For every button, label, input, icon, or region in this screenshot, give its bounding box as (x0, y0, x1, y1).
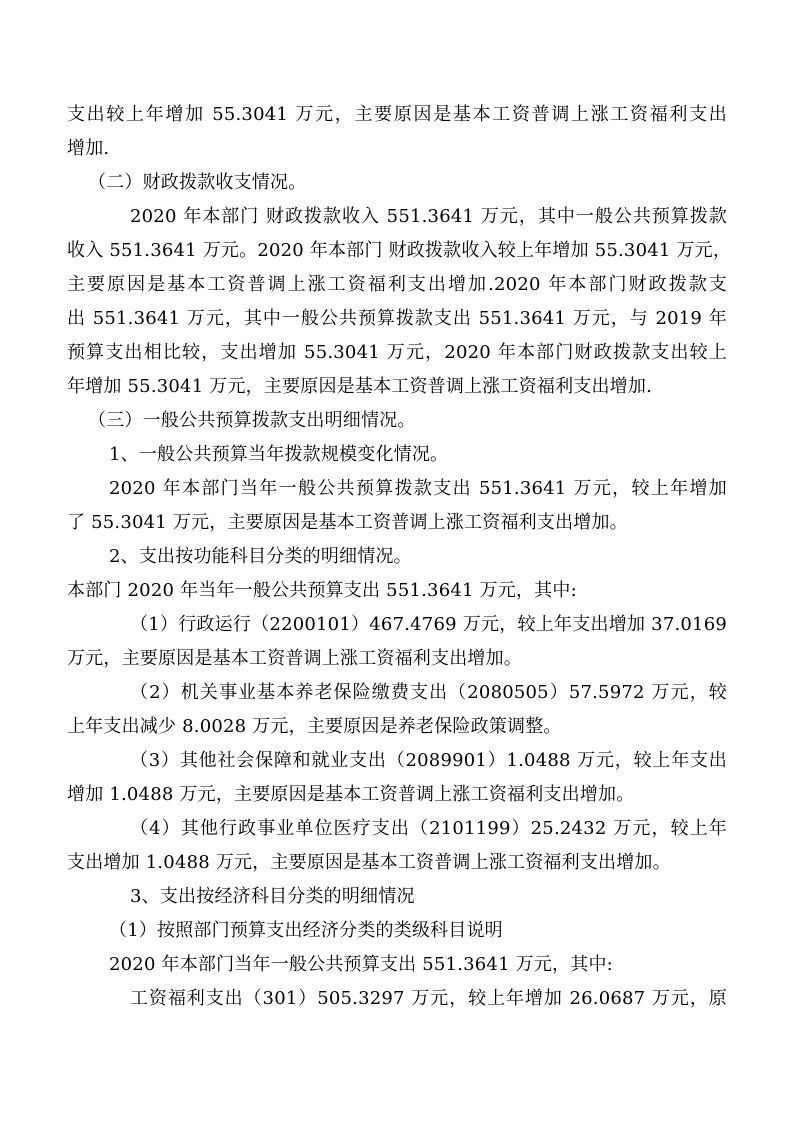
text-line: 年增加 55.3041 万元，主要原因是基本工资普调上涨工资福利支出增加. (67, 376, 652, 397)
section-heading: （二）财政拨款收支情况。 (88, 172, 307, 193)
text-line: 2020 年本部门当年一般公共预算拨款支出 551.3641 万元，较上年增加 (109, 478, 727, 499)
text-line: （3）其他社会保障和就业支出（2089901）1.0488 万元，较上年支出 (130, 750, 727, 771)
text-line: （4）其他行政事业单位医疗支出（2101199）25.2432 万元，较上年 (130, 818, 727, 839)
text-line: 支出较上年增加 55.3041 万元，主要原因是基本工资普调上涨工资福利支出 (67, 104, 727, 125)
text-line: 2020 年本部门当年一般公共预算支出 551.3641 万元，其中: (109, 954, 613, 975)
text-line: （1）行政运行（2200101）467.4769 万元，较上年支出增加 37.0169 (130, 614, 727, 635)
text-line: 2020 年本部门 财政拨款收入 551.3641 万元，其中一般公共预算拨款 (130, 206, 727, 227)
text-line: 出 551.3641 万元，其中一般公共预算拨款支出 551.3641 万元，与 2019 年 (67, 308, 727, 329)
subsection-heading: 2、支出按功能科目分类的明细情况。 (109, 546, 412, 567)
subsection-heading: 3、支出按经济科目分类的明细情况 (130, 886, 415, 907)
text-line: 工资福利支出（301）505.3297 万元，较上年增加 26.0687 万元，原 (130, 988, 727, 1009)
text-line: 本部门 2020 年当年一般公共预算支出 551.3641 万元，其中: (67, 580, 577, 601)
text-line: 万元，主要原因是基本工资普调上涨工资福利支出增加。 (67, 648, 522, 669)
text-line: 收入 551.3641 万元。2020 年本部门 财政拨款收入较上年增加 55.3041 万元， (67, 240, 732, 261)
text-line: （2）机关事业基本养老保险缴费支出（2080505）57.5972 万元，较 (130, 682, 727, 703)
text-line: 上年支出减少 8.0028 万元，主要原因是养老保险政策调整。 (67, 716, 562, 737)
subsection-heading: （1）按照部门预算支出经济分类的类级科目说明 (109, 920, 503, 941)
text-line: 支出增加 1.0488 万元，主要原因是基本工资普调上涨工资福利支出增加。 (67, 852, 671, 873)
text-line: 预算支出相比较，支出增加 55.3041 万元，2020 年本部门财政拨款支出较上 (67, 342, 727, 363)
text-line: 增加 1.0488 万元，主要原因是基本工资普调上涨工资福利支出增加。 (67, 784, 635, 805)
text-line: 增加. (67, 138, 110, 159)
section-heading: （三）一般公共预算拨款支出明细情况。 (88, 410, 416, 431)
text-line: 了 55.3041 万元，主要原因是基本工资普调上涨工资福利支出增加。 (67, 512, 628, 533)
subsection-heading: 1、一般公共预算当年拨款规模变化情况。 (109, 444, 449, 465)
text-line: 主要原因是基本工资普调上涨工资福利支出增加.2020 年本部门财政拨款支 (67, 274, 727, 295)
